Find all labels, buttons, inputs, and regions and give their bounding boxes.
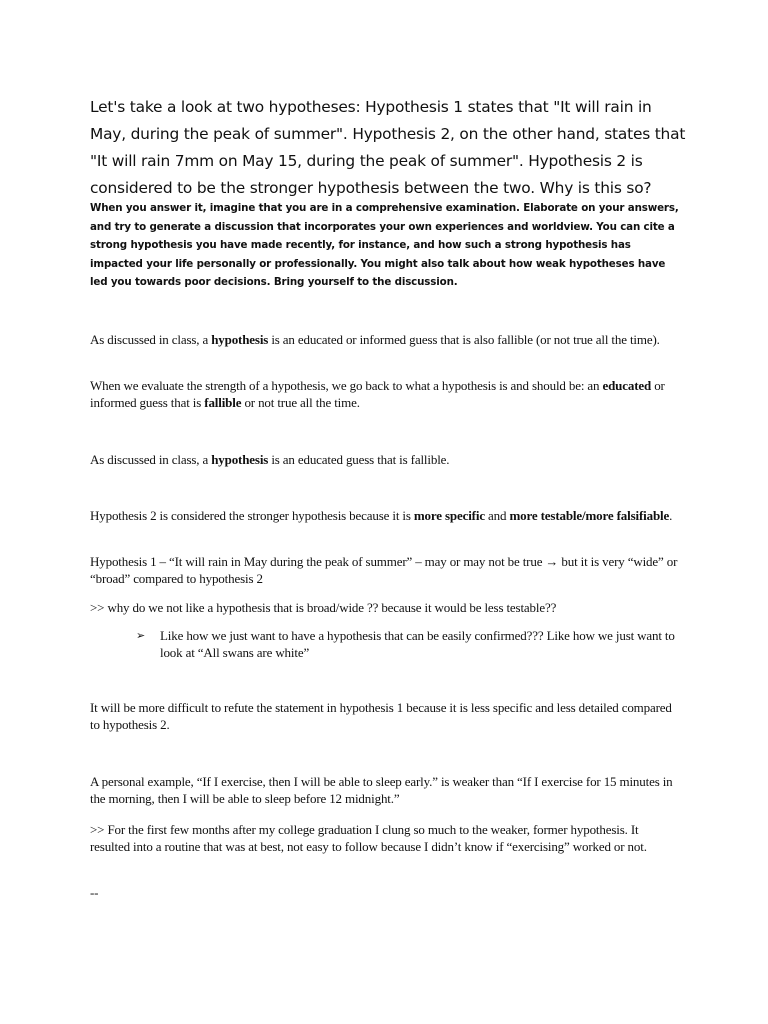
bold-term: fallible: [204, 395, 242, 410]
paragraph-personal-example: A personal example, “If I exercise, then I will be able to sleep early.” is weaker than “If I exercise for 15 minutes in the morning, then I will be able to sleep before 12 midnight.”: [90, 774, 673, 806]
bullet-item: [136, 627, 681, 661]
paragraph-college-graduation: >> For the first few months after my college graduation I clung so much to the weaker, former hypothesis. It resulted into a routine that was at best, not easy to follow because I didn’t know if “exercising” worked or not.: [90, 822, 647, 854]
bold-term: more specific: [413, 508, 485, 523]
paragraph-hypothesis-definition-short: [90, 451, 680, 468]
bold-term: hypothesis: [211, 332, 269, 347]
text-run: When we evaluate the strength of a hypothesis, we go back to what a hypothesis is and should be: an: [90, 378, 603, 393]
text-run: and: [484, 508, 510, 523]
bold-term: educated: [602, 378, 652, 393]
paragraph-dashes: --: [90, 885, 99, 900]
bold-term: hypothesis: [211, 452, 269, 467]
paragraph-hypothesis-definition: [90, 331, 680, 348]
bold-term: more testable/more falsifiable: [509, 508, 670, 523]
paragraph-broad-question: >> why do we not like a hypothesis that is broad/wide ?? because it would be less testable??: [90, 600, 557, 615]
text-run: As discussed in class, a: [90, 452, 212, 467]
paragraph-evaluate-strength: [90, 377, 680, 411]
paragraph-stronger-hypothesis: [90, 507, 680, 524]
text-run: is an educated or informed guess that is also fallible (or not true all the time).: [268, 332, 660, 347]
instructions-text: When you answer it, imagine that you are in a comprehensive examination. Elaborate on your answers, and try to generate a discussion that incorporates your own experiences and worldview. You can cite a strong hypothesis you have made recently, for instance, and how such a strong hypothesis has impacted your life personally or professionally. You might also talk about how weak hypotheses have led you towards poor decisions. Bring yourself to the discussion.: [90, 202, 679, 288]
question-heading: Let's take a look at two hypotheses: Hypothesis 1 states that "It will rain in May, during the peak of summer". Hypothesis 2, on the other hand, states that "It will rain 7mm on May 15, during the peak of summer". Hypothesis 2 is considered to be the stronger hypothesis between the two. Why is this so?: [90, 98, 686, 197]
text-run: As discussed in class, a: [90, 332, 212, 347]
text-run: .: [669, 508, 673, 523]
bullet-text: Like how we just want to have a hypothesis that can be easily confirmed??? Like how we just want to look at “All swans are white”: [160, 628, 675, 660]
arrow-bullet-icon: ➢: [136, 629, 146, 642]
text-run: is an educated guess that is fallible.: [268, 452, 450, 467]
paragraph-hypothesis-1: Hypothesis 1 – “It will rain in May during the peak of summer” – may or may not be true → but it is very “wide” or “broad” compared to hypothesis 2: [90, 554, 678, 586]
text-run: or informed guess that is: [90, 378, 665, 410]
paragraph-refute: It will be more difficult to refute the statement in hypothesis 1 because it is less specific and less detailed compared to hypothesis 2.: [90, 700, 672, 732]
text-run: or not true all the time.: [241, 395, 360, 410]
text-run: Hypothesis 2 is considered the stronger hypothesis because it is: [90, 508, 414, 523]
